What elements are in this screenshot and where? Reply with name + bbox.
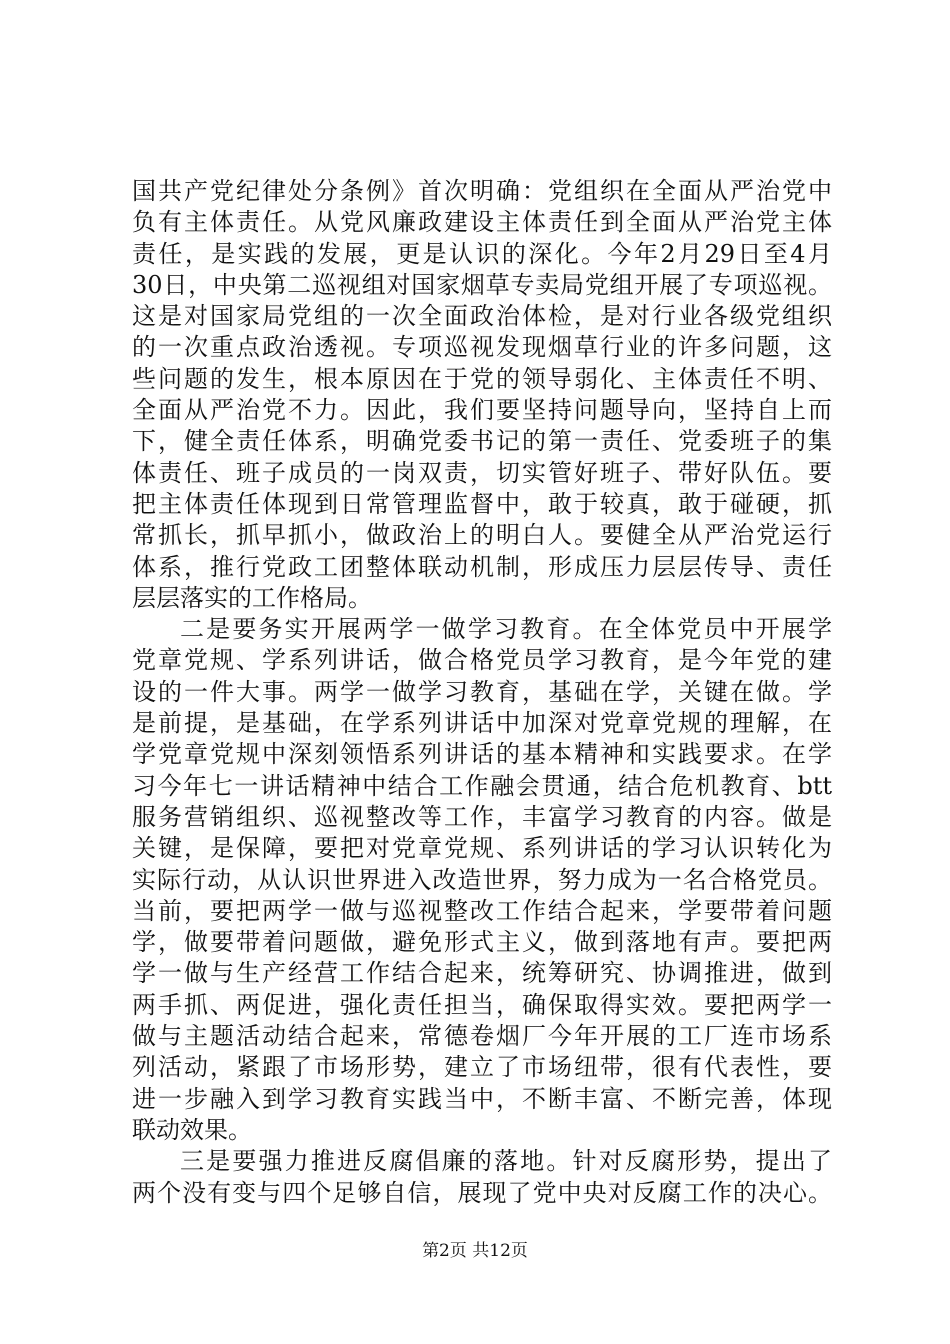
text-line: 国共产党纪律处分条例》首次明确：党组织在全面从严治党中: [132, 177, 832, 205]
text-line: 把主体责任体现到日常管理监督中，敢于较真，敢于碰硬，抓: [132, 489, 832, 518]
text-line: 负有主体责任。从党风廉政建设主体责任到全面从严治党主体: [132, 208, 832, 237]
text-line: 这是对国家局党组的一次全面政治体检，是对行业各级党组织: [132, 302, 832, 331]
body-text: [132, 176, 832, 1209]
text-line: 列活动，紧跟了市场形势，建立了市场纽带，很有代表性，要: [132, 1053, 832, 1082]
text-line: 30日，中央第二巡视组对国家烟草专卖局党组开展了专项巡视。: [132, 270, 832, 299]
text-line: 关键，是保障，要把对党章党规、系列讲话的学习认识转化为: [132, 834, 832, 863]
text-line: 习今年七一讲话精神中结合工作融会贯通，结合危机教育、btt: [132, 771, 832, 800]
text-line: 两个没有变与四个足够自信，展现了党中央对反腐工作的决心。: [132, 1178, 832, 1207]
text-line: 下，健全责任体系，明确党委书记的第一责任、党委班子的集: [132, 427, 832, 456]
text-line: 党章党规、学系列讲话，做合格党员学习教育，是今年党的建: [132, 646, 832, 675]
page-footer: 第2页 共12页: [422, 1241, 528, 1261]
text-line: 常抓长，抓早抓小，做政治上的明白人。要健全从严治党运行: [132, 521, 832, 550]
text-line: 两手抓、两促进，强化责任担当，确保取得实效。要把两学一: [132, 990, 832, 1019]
text-line: 责任，是实践的发展，更是认识的深化。今年2月29日至4月: [132, 239, 832, 268]
text-line: 层层落实的工作格局。: [132, 583, 372, 612]
text-line: 设的一件大事。两学一做学习教育，基础在学，关键在做。学: [132, 677, 832, 706]
text-line: 是前提，是基础，在学系列讲话中加深对党章党规的理解，在: [132, 709, 832, 738]
text-line: 体系，推行党政工团整体联动机制，形成压力层层传导、责任: [132, 552, 832, 581]
text-line: 服务营销组织、巡视整改等工作，丰富学习教育的内容。做是: [132, 802, 832, 831]
text-line: 些问题的发生，根本原因在于党的领导弱化、主体责任不明、: [132, 364, 832, 393]
text-line: 联动效果。: [132, 1115, 252, 1144]
text-line: 做与主题活动结合起来，常德卷烟厂今年开展的工厂连市场系: [132, 1022, 832, 1051]
text-line: 进一步融入到学习教育实践当中，不断丰富、不断完善，体现: [132, 1084, 832, 1113]
text-line: 学一做与生产经营工作结合起来，统筹研究、协调推进，做到: [132, 959, 832, 988]
text-line: 的一次重点政治透视。专项巡视发现烟草行业的许多问题，这: [132, 333, 832, 362]
text-line: 学党章党规中深刻领悟系列讲话的基本精神和实践要求。在学: [132, 740, 832, 769]
text-line: 二是要务实开展两学一做学习教育。在全体党员中开展学: [180, 615, 832, 644]
text-line: 三是要强力推进反腐倡廉的落地。针对反腐形势，提出了: [180, 1147, 832, 1176]
text-line: 学，做要带着问题做，避免形式主义，做到落地有声。要把两: [132, 928, 832, 957]
text-line: 全面从严治党不力。因此，我们要坚持问题导向，坚持自上而: [132, 396, 832, 425]
text-line: 当前，要把两学一做与巡视整改工作结合起来，学要带着问题: [132, 896, 832, 925]
text-line: 体责任、班子成员的一岗双责，切实管好班子、带好队伍。要: [132, 458, 832, 487]
text-line: 实际行动，从认识世界进入改造世界，努力成为一名合格党员。: [132, 865, 832, 894]
